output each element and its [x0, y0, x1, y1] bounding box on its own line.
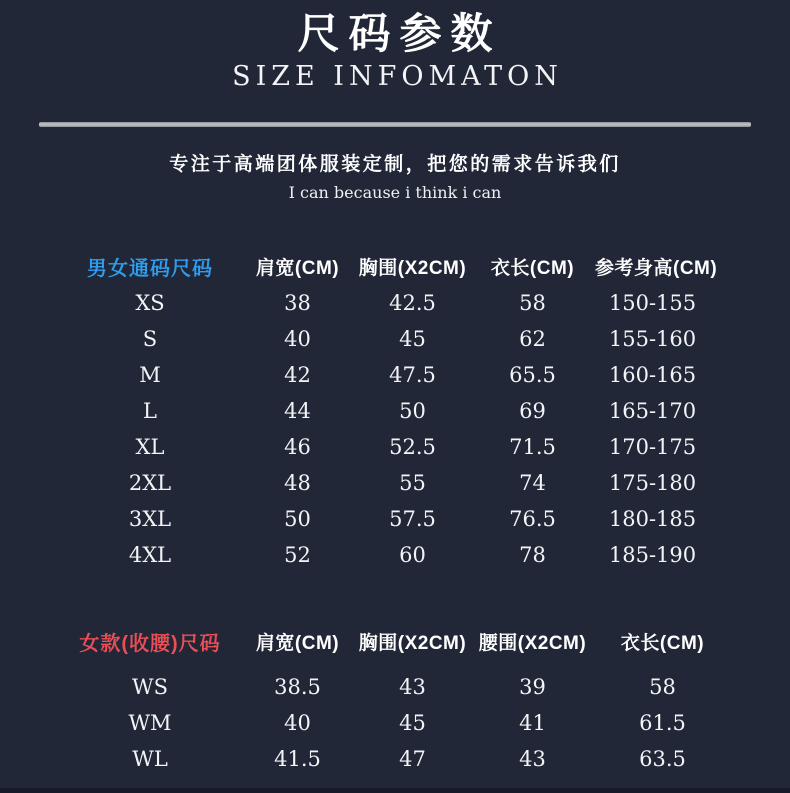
height-cell: 180-185 — [608, 507, 697, 531]
women-table-header-row — [60, 621, 790, 661]
table-row — [60, 357, 790, 393]
table-row — [60, 705, 790, 741]
shoulder-cell: 38.5 — [274, 675, 321, 699]
chest-cell: 50 — [399, 399, 426, 423]
chest-cell: 43 — [399, 675, 426, 699]
table-row — [60, 393, 790, 429]
length-cell: 63.5 — [639, 747, 686, 771]
size-cell: 2XL — [128, 471, 172, 495]
chest-cell: 47.5 — [389, 363, 436, 387]
column-header-chest: 胸围(X2CM) — [358, 257, 467, 279]
table-row — [60, 501, 790, 537]
length-cell: 58 — [519, 291, 546, 315]
page-title: 尺码参数 — [297, 9, 502, 58]
chest-cell: 42.5 — [389, 291, 436, 315]
size-cell: WM — [128, 711, 172, 735]
unisex-table-header-row — [60, 247, 790, 285]
chest-cell: 45 — [399, 711, 426, 735]
table-row — [60, 537, 790, 573]
length-cell: 61.5 — [639, 711, 686, 735]
length-cell: 78 — [519, 543, 546, 567]
bottom-bar — [0, 788, 790, 793]
length-cell: 65.5 — [509, 363, 556, 387]
shoulder-cell: 52 — [284, 543, 311, 567]
size-cell: XL — [135, 435, 165, 459]
height-cell: 185-190 — [608, 543, 697, 567]
table-row — [60, 741, 790, 777]
size-cell: WL — [132, 747, 168, 771]
table-row — [60, 321, 790, 357]
height-cell: 170-175 — [608, 435, 697, 459]
length-cell: 62 — [519, 327, 546, 351]
shoulder-cell: 40 — [284, 711, 311, 735]
size-cell: WS — [132, 675, 168, 699]
shoulder-cell: 48 — [284, 471, 311, 495]
length-cell: 58 — [649, 675, 676, 699]
length-cell: 69 — [519, 399, 546, 423]
chest-cell: 47 — [399, 747, 426, 771]
waist-cell: 43 — [519, 747, 546, 771]
waist-cell: 39 — [519, 675, 546, 699]
size-cell: M — [139, 363, 161, 387]
length-cell: 74 — [519, 471, 546, 495]
table-row — [60, 465, 790, 501]
chest-cell: 60 — [399, 543, 426, 567]
waist-cell: 41 — [519, 711, 546, 735]
slogan: I can because i think i can — [288, 183, 502, 202]
unisex-table-label: 男女通码尺码 — [87, 257, 213, 280]
divider — [39, 122, 751, 127]
column-header-length: 衣长(CM) — [490, 257, 575, 279]
height-cell: 160-165 — [608, 363, 697, 387]
shoulder-cell: 38 — [284, 291, 311, 315]
length-cell: 71.5 — [509, 435, 556, 459]
page-subtitle: SIZE INFOMATON — [232, 61, 563, 92]
size-cell: L — [143, 399, 157, 423]
column-header-height: 参考身高(CM) — [595, 257, 718, 279]
size-cell: XS — [135, 291, 165, 315]
size-cell: 3XL — [128, 507, 172, 531]
shoulder-cell: 44 — [284, 399, 311, 423]
table-row — [60, 285, 790, 321]
women-table-label: 女款(收腰)尺码 — [79, 632, 221, 655]
shoulder-cell: 50 — [284, 507, 311, 531]
height-cell: 150-155 — [608, 291, 697, 315]
column-header-chest: 胸围(X2CM) — [358, 632, 467, 654]
table-row — [60, 429, 790, 465]
length-cell: 76.5 — [509, 507, 556, 531]
table-row — [60, 669, 790, 705]
size-cell: 4XL — [128, 543, 172, 567]
women-size-table — [0, 621, 790, 777]
height-cell: 155-160 — [608, 327, 697, 351]
shoulder-cell: 42 — [284, 363, 311, 387]
column-header-waist: 腰围(X2CM) — [478, 632, 587, 654]
shoulder-cell: 41.5 — [274, 747, 321, 771]
size-cell: S — [142, 327, 158, 351]
height-cell: 165-170 — [608, 399, 697, 423]
column-header-shoulder: 肩宽(CM) — [255, 632, 340, 654]
chest-cell: 55 — [399, 471, 426, 495]
height-cell: 175-180 — [608, 471, 697, 495]
shoulder-cell: 46 — [284, 435, 311, 459]
chest-cell: 52.5 — [389, 435, 436, 459]
column-header-shoulder: 肩宽(CM) — [255, 257, 340, 279]
column-header-length: 衣长(CM) — [620, 632, 705, 654]
chest-cell: 57.5 — [389, 507, 436, 531]
shoulder-cell: 40 — [284, 327, 311, 351]
unisex-size-table — [0, 247, 790, 573]
chest-cell: 45 — [399, 327, 426, 351]
tagline: 专注于高端团体服装定制，把您的需求告诉我们 — [169, 154, 621, 175]
